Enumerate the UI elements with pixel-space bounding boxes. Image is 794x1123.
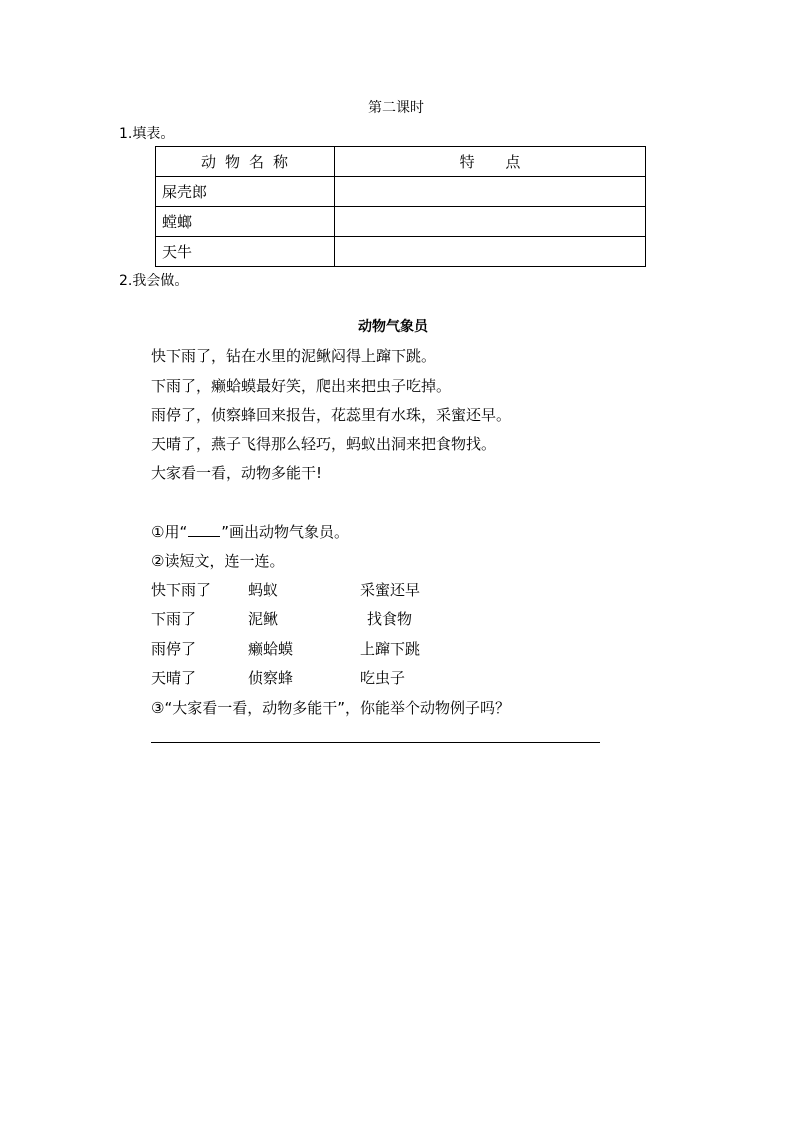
match-behavior-item[interactable]: 找食物 xyxy=(367,610,413,628)
match-weather-item[interactable]: 雨停了 xyxy=(151,640,197,658)
passage-line: 天晴了，燕子飞得那么轻巧，蚂蚁出洞来把食物找。 xyxy=(151,435,497,453)
match-animal-item[interactable]: 蚂蚁 xyxy=(248,581,279,599)
question-1-prompt: 1.填表。 xyxy=(119,126,175,142)
feature-answer-cell[interactable] xyxy=(335,177,646,207)
table-row xyxy=(156,237,646,267)
match-weather-item[interactable]: 快下雨了 xyxy=(151,581,212,599)
passage-line: 快下雨了，钻在水里的泥鳅闷得上蹿下跳。 xyxy=(151,347,437,365)
match-weather-item[interactable]: 下雨了 xyxy=(151,610,197,628)
match-behavior-item[interactable]: 上蹿下跳 xyxy=(360,640,421,658)
passage-line: 雨停了，侦察蜂回来报告，花蕊里有水珠，采蜜还早。 xyxy=(151,406,512,424)
table-row xyxy=(156,207,646,237)
feature-answer-cell[interactable] xyxy=(335,207,646,237)
match-animal-item[interactable]: 癞蛤蟆 xyxy=(248,640,294,658)
match-animal-item[interactable]: 侦察蜂 xyxy=(248,669,294,687)
lesson-title: 第二课时 xyxy=(368,100,424,116)
answer-line[interactable] xyxy=(151,742,600,743)
feature-answer-cell[interactable] xyxy=(335,237,646,267)
passage-title: 动物气象员 xyxy=(358,319,428,335)
animal-cell: 屎壳郎 xyxy=(156,177,335,207)
animal-cell: 天牛 xyxy=(156,237,335,267)
subquestion-1-text-after: ”画出动物气象员。 xyxy=(221,523,349,541)
match-behavior-item[interactable]: 采蜜还早 xyxy=(360,581,421,599)
match-animal-item[interactable]: 泥鳅 xyxy=(248,610,279,628)
animal-cell: 螳螂 xyxy=(156,207,335,237)
passage-line: 大家看一看，动物多能干! xyxy=(151,464,323,482)
header-feature: 特 点 xyxy=(335,147,646,177)
subquestion-1-text-before: ①用“ xyxy=(151,523,188,541)
passage-line: 下雨了，癞蛤蟆最好笑，爬出来把虫子吃掉。 xyxy=(151,377,452,395)
table-header-row xyxy=(156,147,646,177)
match-behavior-item[interactable]: 吃虫子 xyxy=(360,669,406,687)
header-animal-name: 动物名称 xyxy=(156,147,335,177)
underline-sample xyxy=(188,524,220,537)
subquestion-2: ②读短文，连一连。 xyxy=(151,552,285,570)
table-row xyxy=(156,177,646,207)
subquestion-3: ③“大家看一看，动物多能干”，你能举个动物例子吗？ xyxy=(151,699,510,717)
match-weather-item[interactable]: 天晴了 xyxy=(151,669,197,687)
fill-table xyxy=(155,146,646,267)
question-2-prompt: 2.我会做。 xyxy=(119,273,189,289)
subquestion-1 xyxy=(151,522,349,542)
